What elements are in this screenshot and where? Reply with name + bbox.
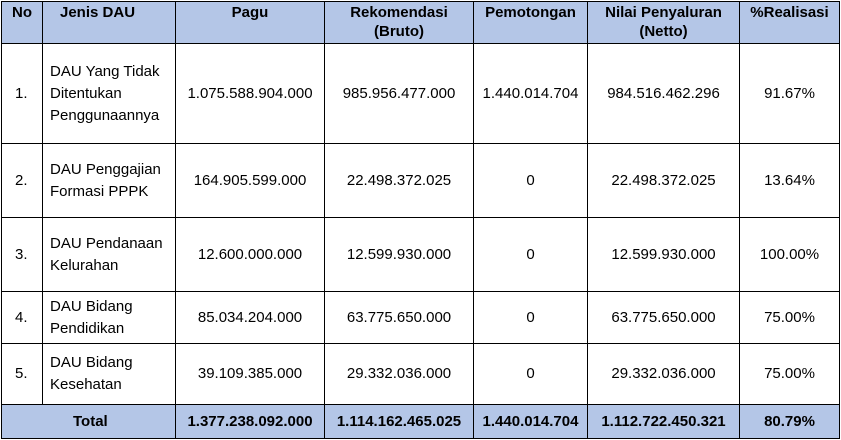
header-jenis-dau: Jenis DAU <box>43 2 176 44</box>
row-pagu: 12.600.000.000 <box>176 218 325 292</box>
row-no: 5. <box>2 344 43 405</box>
table-row <box>2 218 840 292</box>
row-realisasi: 75.00% <box>740 344 840 405</box>
row-pagu: 39.109.385.000 <box>176 344 325 405</box>
header-realisasi: %Realisasi <box>740 2 840 44</box>
row-nilai-penyaluran: 29.332.036.000 <box>588 344 740 405</box>
row-no: 3. <box>2 218 43 292</box>
table-header <box>2 2 840 44</box>
row-pagu: 164.905.599.000 <box>176 144 325 218</box>
row-no: 4. <box>2 292 43 344</box>
row-pemotongan: 0 <box>474 292 588 344</box>
header-rekomendasi: Rekomendasi (Bruto) <box>325 2 474 44</box>
dau-realization-table <box>1 1 840 439</box>
row-nilai-penyaluran: 12.599.930.000 <box>588 218 740 292</box>
row-rekomendasi: 985.956.477.000 <box>325 44 474 144</box>
row-rekomendasi: 29.332.036.000 <box>325 344 474 405</box>
row-nilai-penyaluran: 63.775.650.000 <box>588 292 740 344</box>
total-rekomendasi: 1.114.162.465.025 <box>325 405 474 439</box>
row-realisasi: 91.67% <box>740 44 840 144</box>
table-row <box>2 44 840 144</box>
row-realisasi: 75.00% <box>740 292 840 344</box>
total-pagu: 1.377.238.092.000 <box>176 405 325 439</box>
table-row <box>2 292 840 344</box>
header-nilai-penyaluran: Nilai Penyaluran (Netto) <box>588 2 740 44</box>
row-pagu: 85.034.204.000 <box>176 292 325 344</box>
row-no: 1. <box>2 44 43 144</box>
row-rekomendasi: 22.498.372.025 <box>325 144 474 218</box>
row-pemotongan: 0 <box>474 344 588 405</box>
row-rekomendasi: 63.775.650.000 <box>325 292 474 344</box>
header-pemotongan: Pemotongan <box>474 2 588 44</box>
table-footer <box>2 405 840 439</box>
total-pemotongan: 1.440.014.704 <box>474 405 588 439</box>
row-pemotongan: 1.440.014.704 <box>474 44 588 144</box>
table-row <box>2 344 840 405</box>
header-no: No <box>2 2 43 44</box>
row-pemotongan: 0 <box>474 144 588 218</box>
row-nilai-penyaluran: 984.516.462.296 <box>588 44 740 144</box>
row-jenis-dau: DAU Bidang Kesehatan <box>43 344 176 405</box>
row-jenis-dau: DAU Pendanaan Kelurahan <box>43 218 176 292</box>
table-body <box>2 44 840 405</box>
row-rekomendasi: 12.599.930.000 <box>325 218 474 292</box>
row-realisasi: 100.00% <box>740 218 840 292</box>
header-pagu: Pagu <box>176 2 325 44</box>
row-pagu: 1.075.588.904.000 <box>176 44 325 144</box>
row-no: 2. <box>2 144 43 218</box>
row-realisasi: 13.64% <box>740 144 840 218</box>
row-jenis-dau: DAU Bidang Pendidikan <box>43 292 176 344</box>
row-jenis-dau: DAU Yang Tidak Ditentukan Penggunaannya <box>43 44 176 144</box>
total-label: Total <box>2 405 176 439</box>
row-nilai-penyaluran: 22.498.372.025 <box>588 144 740 218</box>
row-pemotongan: 0 <box>474 218 588 292</box>
table-row <box>2 144 840 218</box>
total-row <box>2 405 840 439</box>
row-jenis-dau: DAU Penggajian Formasi PPPK <box>43 144 176 218</box>
total-realisasi: 80.79% <box>740 405 840 439</box>
total-nilai-penyaluran: 1.112.722.450.321 <box>588 405 740 439</box>
